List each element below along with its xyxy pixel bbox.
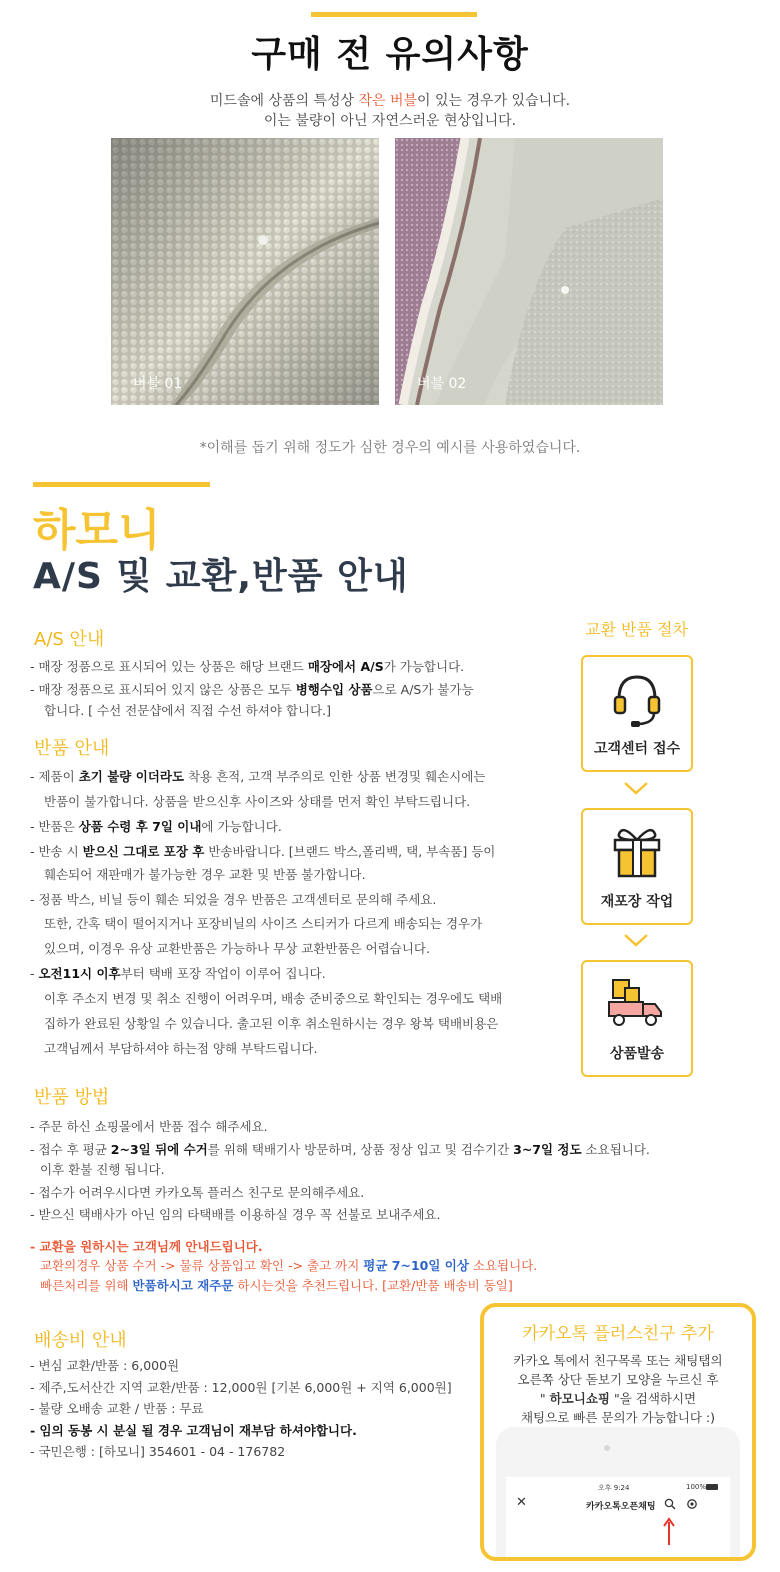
method-line-1: - 주문 하신 쇼핑몰에서 반품 접수 해주세요. [30, 1119, 268, 1134]
phone-screen [506, 1477, 730, 1561]
return-line-7: 또한, 간혹 택이 떨어지거나 포장비닐의 사이즈 스티커가 다르게 배송되는 경우가 [44, 916, 483, 931]
shipping-line-4: - 임의 동봉 시 분실 될 경우 고객님이 재부담 하셔야합니다. [30, 1423, 357, 1438]
shipping-line-3: - 불량 오배송 교환 / 반품 : 무료 [30, 1401, 204, 1416]
gift-box-icon [609, 822, 665, 882]
as-section-title: A/S 안내 [34, 629, 105, 650]
accent-bar-mid [33, 482, 210, 487]
return-line-2: 반품이 불가합니다. 상품을 받으신후 사이즈와 상태를 먼저 확인 부탁드립니다. [44, 794, 471, 809]
return-section-title: 반품 안내 [34, 738, 110, 759]
chevron-down-icon [623, 780, 649, 800]
close-icon[interactable]: ✕ [516, 1495, 527, 1510]
headset-icon [609, 669, 665, 729]
return-line-3: - 반품은 상품 수령 후 7일 이내에 가능합니다. [30, 819, 282, 834]
status-time: 오후 9:24 [598, 1484, 630, 1492]
phone-camera [604, 1445, 610, 1451]
return-line-12: 고객님께서 부담하셔야 하는점 양해 부탁드립니다. [44, 1041, 318, 1056]
battery-icon [706, 1484, 718, 1490]
kakao-line-3: " 하모니쇼핑 "을 검색하시면 [539, 1391, 697, 1406]
method-section-title: 반품 방법 [34, 1087, 110, 1108]
exchange-note-3: 빠른처리를 위해 반품하시고 재주문 하시는것을 추천드립니다. [교환/반품 배송비 동일] [40, 1278, 513, 1293]
kakao-line-4: 채팅으로 빠른 문의가 가능합니다 :) [520, 1410, 716, 1425]
return-line-1: - 제품이 초기 불량 이더라도 착용 흔적, 고객 부주의로 인한 상품 변경및 훼손시에는 [30, 769, 486, 784]
process-step-1 [581, 655, 693, 772]
as-line-1: - 매장 정품으로 표시되어 있는 상품은 해당 브랜드 매장에서 A/S가 가능합니다. [30, 659, 465, 674]
red-arrow-icon [662, 1517, 676, 1547]
exchange-note-1: - 교환을 원하시는 고객님께 안내드립니다. [30, 1239, 263, 1254]
delivery-truck-icon [605, 974, 665, 1034]
screen-title: 카카오톡오픈채팅 [586, 1502, 656, 1512]
accent-bar-top [311, 12, 477, 17]
chevron-down-icon [623, 932, 649, 952]
bubble-photo-1 [111, 138, 379, 405]
return-line-11: 집하가 완료된 상황일 수 있습니다. 출고된 이후 취소원하시는 경우 왕복 택배비용은 [44, 1016, 499, 1031]
page-headline: A/S 및 교환,반품 안내 [33, 556, 409, 597]
process-step-2 [581, 808, 693, 925]
method-line-5: - 받으신 택배사가 아닌 임의 타택배를 이용하실 경우 꼭 선불로 보내주세요. [30, 1207, 441, 1222]
method-line-3: 이후 환불 진행 됩니다. [40, 1162, 165, 1177]
photo-caption-1: 버블 01 [133, 376, 183, 392]
return-line-10: 이후 주소지 변경 및 취소 진행이 어려우며, 배송 준비중으로 확인되는 경우에도 택배 [44, 991, 503, 1006]
shipping-line-1: - 변심 교환/반품 : 6,000원 [30, 1358, 180, 1373]
brand-name: 하모니 [33, 505, 161, 556]
process-step-2-label: 재포장 작업 [600, 894, 674, 910]
notice-footnote: *이해를 돕기 위해 정도가 심한 경우의 예시를 사용하였습니다. [199, 440, 581, 456]
gear-icon[interactable] [686, 1498, 698, 1510]
shipping-line-5: - 국민은행 : [하모니] 354601 - 04 - 176782 [30, 1444, 286, 1459]
method-line-2: - 접수 후 평균 2~3일 뒤에 수거를 위해 택배기사 방문하며, 상품 정상 입고 및 검수기간 3~7일 정도 소요됩니다. [30, 1142, 650, 1157]
return-line-6: - 정품 박스, 비닐 등이 훼손 되었을 경우 반품은 고객센터로 문의해 주세요. [30, 892, 437, 907]
process-step-3 [581, 960, 693, 1077]
return-line-8: 있으며, 이경우 유상 교환반품은 가능하나 무상 교환반품은 어렵습니다. [44, 941, 430, 956]
exchange-note-2: 교환의경우 상품 수거 -> 물류 상품입고 확인 -> 출고 까지 평균 7~10일 이상 소요됩니다. [40, 1258, 538, 1273]
kakao-line-1: 카카오 톡에서 친구목록 또는 채팅탭의 [513, 1353, 723, 1368]
process-title: 교환 반품 절차 [585, 620, 688, 639]
status-battery: 100% [686, 1483, 707, 1491]
bubble-photo-2 [395, 138, 663, 405]
notice-title: 구매 전 유의사항 [251, 34, 529, 75]
as-line-3: 합니다. [ 수선 전문샵에서 직접 수선 하셔야 합니다.] [44, 703, 332, 718]
kakao-line-2: 오른쪽 상단 돋보기 모양을 누르신 후 [517, 1372, 719, 1387]
kakao-plus-friend-card [480, 1303, 756, 1561]
method-line-4: - 접수가 어려우시다면 카카오톡 플러스 친구로 문의해주세요. [30, 1185, 365, 1200]
as-line-2: - 매장 정품으로 표시되어 있지 않은 상품은 모두 병행수입 상품으로 A/S가 불가능 [30, 682, 474, 697]
notice-intro-line1: 미드솔에 상품의 특성상 작은 버블이 있는 경우가 있습니다. [209, 93, 571, 109]
kakao-title: 카카오톡 플러스친구 추가 [522, 1324, 714, 1344]
return-line-5: 훼손되어 재판매가 불가능한 경우 교환 및 반품 불가합니다. [44, 867, 366, 882]
search-icon[interactable] [664, 1498, 676, 1510]
photo-caption-2: 버블 02 [417, 376, 467, 392]
return-line-9: - 오전11시 이후부터 택배 포장 작업이 이루어 집니다. [30, 966, 326, 981]
return-line-4: - 반송 시 받으신 그대로 포장 후 반송바랍니다. [브랜드 박스,폴리백, 택, 부속품] 등이 [30, 844, 496, 859]
shipping-section-title: 배송비 안내 [34, 1330, 127, 1351]
notice-intro-line2: 이는 불량이 아닌 자연스러운 현상입니다. [263, 113, 517, 129]
process-step-3-label: 상품발송 [609, 1046, 665, 1062]
shipping-line-2: - 제주,도서산간 지역 교환/반품 : 12,000원 [기본 6,000원 + 지역 6,000원] [30, 1380, 452, 1395]
process-step-1-label: 고객센터 접수 [593, 741, 681, 757]
